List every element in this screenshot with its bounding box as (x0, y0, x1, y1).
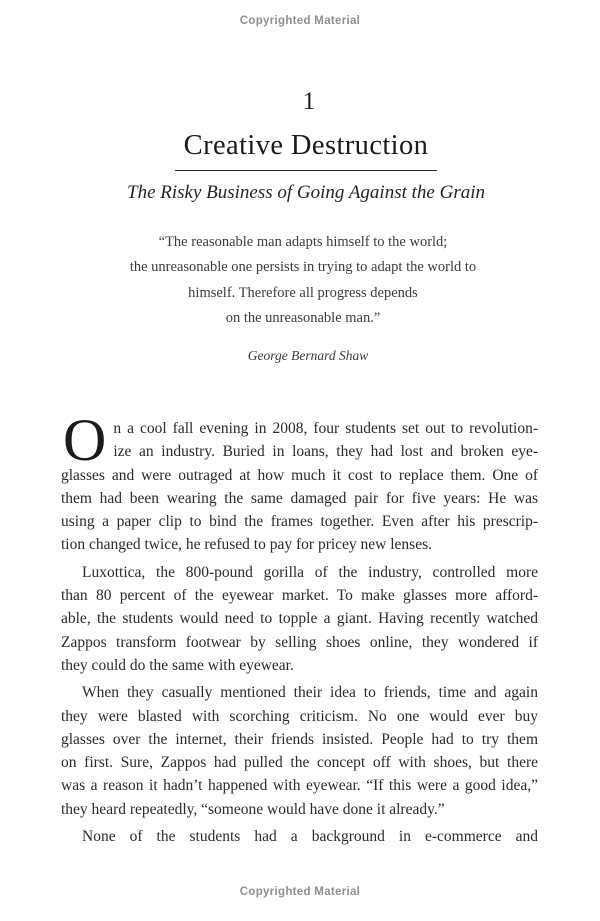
chapter-subtitle: The Risky Business of Going Against the Grain (127, 182, 485, 203)
epigraph-line: on the unreasonable man.” (225, 309, 381, 326)
copyright-watermark-bottom: Copyrighted Material (239, 886, 361, 898)
paragraph-3 (61, 681, 538, 821)
body-line: When they casually mentioned their idea to friends, time and again (82, 684, 538, 702)
paragraph-4 (61, 825, 538, 848)
body-line: tion changed twice, he refused to pay for pricey new lenses. (61, 536, 433, 554)
body-line: they were blasted with scorching criticism. No one would ever buy (61, 707, 538, 725)
body-line: them had been wearing the same damaged pair for five years: He was (61, 489, 538, 507)
body-line: Luxottica, the 800-pound gorilla of the industry, controlled more (82, 563, 538, 581)
body-line: able, the students would need to topple a giant. Having recently watched (61, 610, 538, 628)
body-line: Zappos transform footwear by selling shoes online, they wondered if (61, 633, 538, 651)
body-line: using a paper clip to bind the frames together. Even after his prescrip- (61, 513, 538, 531)
chapter-number: 1 (302, 88, 316, 115)
paragraph-2 (61, 561, 538, 677)
epigraph-line: the unreasonable one persists in trying to adapt the world to (129, 259, 477, 276)
title-rule-divider (175, 170, 437, 171)
epigraph-line: “The reasonable man adapts himself to the world; (158, 234, 448, 250)
body-text (61, 407, 538, 848)
copyright-watermark-top: Copyrighted Material (239, 15, 361, 27)
body-line: n a cool fall evening in 2008, four students set out to revolution- (113, 420, 538, 437)
body-line: glasses and were outraged at how much it cost to replace them. One of (61, 466, 538, 484)
body-line: was a reason it hadn’t happened with eyewear. “If this were a good idea,” (61, 777, 538, 795)
body-line: than 80 percent of the eyewear market. To make glasses more afford- (61, 587, 538, 605)
body-line: they heard repeatedly, “someone would have done it already.” (61, 800, 445, 818)
body-line: None of the students had a background in e-commerce and (82, 828, 538, 846)
chapter-title: Creative Destruction (183, 130, 429, 161)
epigraph-line: himself. Therefore all progress depends (188, 284, 418, 301)
body-line: they could do the same with eyewear. (61, 656, 294, 674)
body-line: ize an industry. Buried in loans, they had lost and broken eye- (113, 443, 538, 461)
paragraph-1 (61, 407, 538, 557)
epigraph-attribution: George Bernard Shaw (247, 348, 369, 363)
body-line: on first. Sure, Zappos had pulled the concept off with shoes, but there (61, 754, 538, 772)
epigraph-quote (3, 230, 600, 331)
body-line: glasses over the internet, their friends insisted. People had to try them (61, 730, 538, 748)
drop-cap: O (63, 407, 107, 473)
